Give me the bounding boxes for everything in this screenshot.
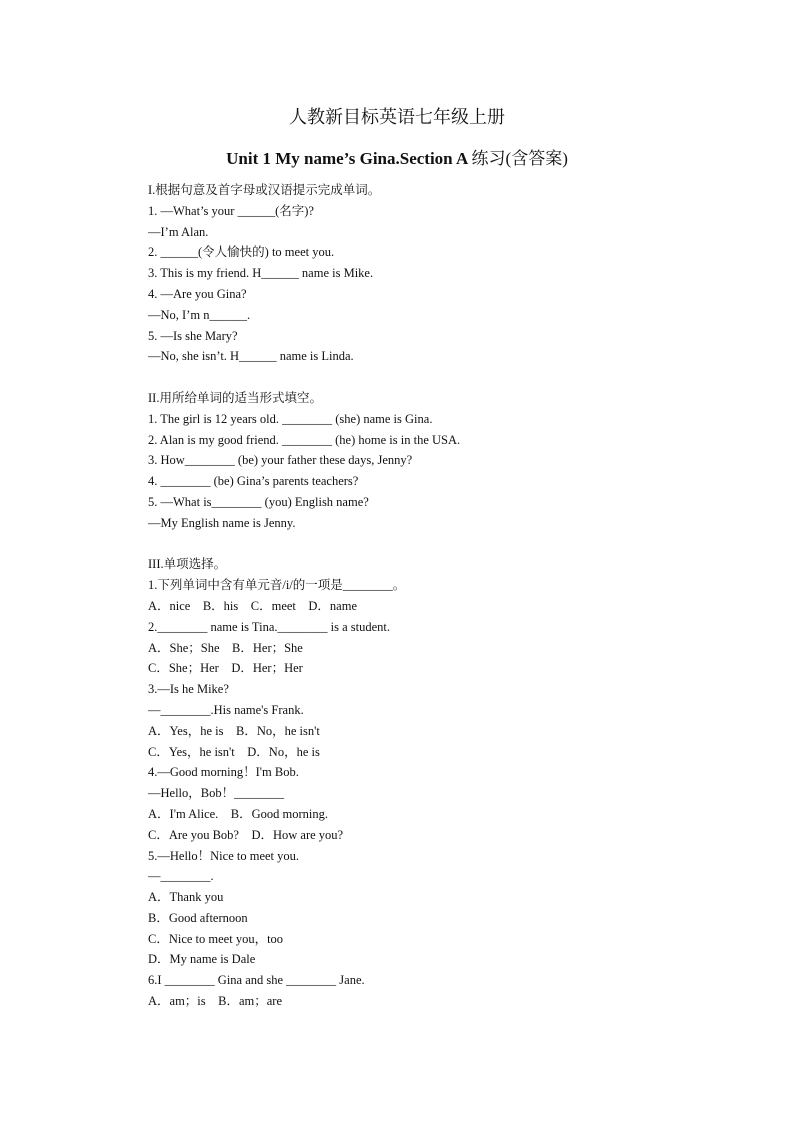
section-1-line: 5. —Is she Mary? [148,328,238,343]
section-3-line: D．My name is Dale [148,952,256,967]
subtitle-chinese: 练习(含答案) [471,149,568,168]
section-2-line: 3. How________ (be) your father these days, Jenny? [148,453,413,468]
section-2-line: 1. The girl is 12 years old. ________ (she) name is Gina. [148,411,433,426]
section-3-line: C．Nice to meet you，too [148,931,284,946]
section-3-line: A．I'm Alice. B．Good morning. [148,806,329,821]
section-gap [148,534,708,555]
section-2-line: 2. Alan is my good friend. ________ (he) home is in the USA. [148,432,461,447]
section-1-line: 3. This is my friend. H______ name is Mike. [148,266,374,281]
section-3-line: 1.下列单词中含有单元音/i/的一项是________。 [148,578,406,593]
section-3-line: A．Yes，he is B．No，he isn't [148,723,320,738]
section-1-line: —I’m Alan. [148,224,209,239]
section-3-line: A．am；is B．am；are [148,994,283,1009]
subtitle-english: Unit 1 My name’s Gina.Section A [226,149,472,168]
section-1-line: 1. —What’s your ______(名字)? [148,203,314,218]
section-3-line: 6.I ________ Gina and she ________ Jane. [148,973,365,988]
section-3-line: B．Good afternoon [148,910,248,925]
section-3-heading: III.单项选择。 [148,557,227,572]
section-1-line: 2. ______(令人愉快的) to meet you. [148,245,335,260]
section-3-line: 4.—Good morning！I'm Bob. [148,765,299,780]
exercise-content [148,180,708,1012]
section-3-line: A．Thank you [148,890,224,905]
section-3-line: A．nice B．his C．meet D．name [148,598,357,613]
section-3-line: C．Are you Bob? D．How are you? [148,827,344,842]
document-title: 人教新目标英语七年级上册 [289,107,505,127]
section-3-line: 3.—Is he Mike? [148,682,229,697]
section-2-line: —My English name is Jenny. [148,515,296,530]
section-3-line: —Hello，Bob！________ [148,786,285,801]
section-gap [148,367,708,388]
section-1-heading: I.根据句意及首字母或汉语提示完成单词。 [148,183,381,197]
section-2-heading: II.用所给单词的适当形式填空。 [148,390,322,405]
section-2-line: 4. ________ (be) Gina’s parents teachers? [148,474,359,489]
section-3-line: C．Yes，he isn't D．No，he is [148,744,320,759]
section-1-line: 4. —Are you Gina? [148,286,247,301]
section-3-line: —________. [148,869,214,884]
section-3-line: A．She；She B．Her；She [148,640,303,655]
section-3-line: 5.—Hello！Nice to meet you. [148,848,300,863]
section-1-line: —No, she isn’t. H______ name is Linda. [148,349,354,364]
section-1-line: —No, I’m n______. [148,307,251,322]
section-3-line: C．She；Her D．Her；Her [148,661,303,676]
section-2-line: 5. —What is________ (you) English name? [148,494,369,509]
section-3-line: —________.His name's Frank. [148,702,304,717]
document-subtitle [0,148,794,170]
section-3-line: 2.________ name is Tina.________ is a student. [148,619,391,634]
